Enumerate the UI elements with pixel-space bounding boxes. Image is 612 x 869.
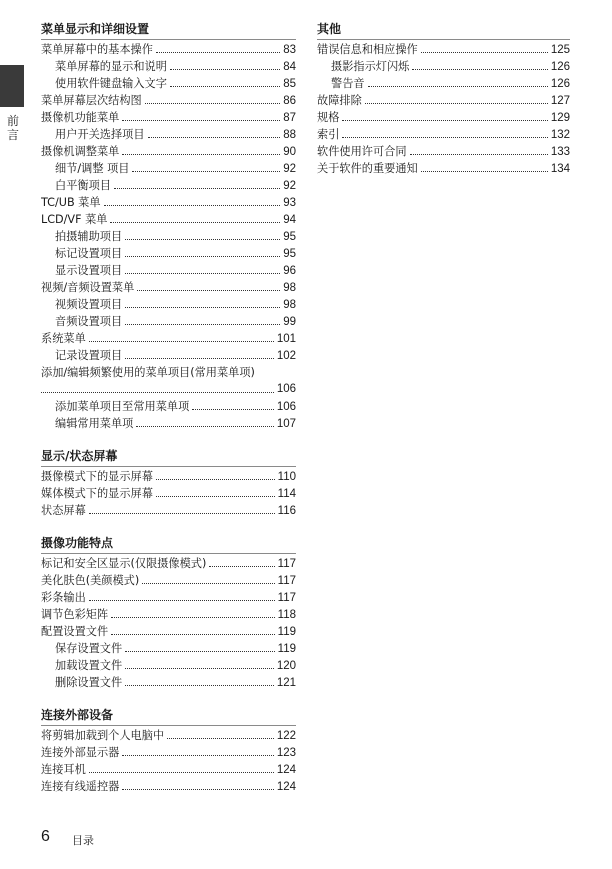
toc-entry[interactable] xyxy=(41,109,296,126)
toc-entry-page: 86 xyxy=(283,95,296,107)
dot-leader xyxy=(412,69,547,70)
toc-entry-page: 93 xyxy=(283,197,296,209)
section-title: 显示/状态屏幕 xyxy=(41,446,296,467)
dot-leader xyxy=(125,668,274,669)
toc-entry-page: 110 xyxy=(277,471,296,483)
dot-leader xyxy=(421,52,548,53)
toc-entry-page: 95 xyxy=(283,248,296,260)
toc-entry-page: 96 xyxy=(283,265,296,277)
dot-leader xyxy=(410,154,548,155)
toc-entry-page: 101 xyxy=(276,333,296,345)
dot-leader xyxy=(342,120,547,121)
toc-entry-page: 102 xyxy=(276,350,296,362)
toc-entry[interactable] xyxy=(317,109,570,126)
toc-subentry[interactable] xyxy=(41,347,296,364)
toc-entry-label: 细节/调整 项目 xyxy=(55,162,130,175)
dot-leader xyxy=(111,617,275,618)
toc-entry-label: 使用软件键盘输入文字 xyxy=(55,77,167,90)
dot-leader xyxy=(192,409,274,410)
toc-entry-label: 菜单屏幕层次结构图 xyxy=(41,94,142,107)
toc-entry-page: 87 xyxy=(283,112,296,124)
dot-leader xyxy=(114,188,280,189)
toc-entry-page: 85 xyxy=(283,78,296,90)
toc-entry-label: 显示设置项目 xyxy=(55,264,123,277)
toc-entry-label: 状态屏幕 xyxy=(41,504,86,517)
toc-subentry[interactable] xyxy=(41,262,296,279)
dot-leader xyxy=(145,103,281,104)
toc-subentry[interactable] xyxy=(41,228,296,245)
toc-entry[interactable] xyxy=(41,143,296,160)
toc-entry-page: 129 xyxy=(550,112,570,124)
toc-entry-page: 124 xyxy=(276,764,296,776)
dot-leader xyxy=(125,256,280,257)
toc-entry-label: 添加菜单项目至常用菜单项 xyxy=(55,400,190,413)
toc-entry[interactable] xyxy=(41,727,296,744)
section-title: 其他 xyxy=(317,19,570,40)
toc-entry-label: 标记和安全区显示(仅限摄像模式) xyxy=(41,557,207,570)
dot-leader xyxy=(156,52,280,53)
toc-entry[interactable] xyxy=(41,761,296,778)
dot-leader xyxy=(104,205,281,206)
toc-entry[interactable] xyxy=(41,279,296,296)
toc-entry[interactable] xyxy=(41,744,296,761)
toc-entry-page: 125 xyxy=(550,44,570,56)
toc-entry-label: 删除设置文件 xyxy=(55,676,123,689)
toc-entry-page: 117 xyxy=(277,558,296,570)
toc-entry[interactable] xyxy=(41,211,296,228)
toc-subentry[interactable] xyxy=(41,58,296,75)
toc-entry[interactable] xyxy=(41,381,296,398)
dot-leader xyxy=(89,600,275,601)
toc-entry[interactable] xyxy=(41,572,296,589)
toc-entry-label: TC/UB 菜单 xyxy=(41,196,101,209)
toc-entry-label: 标记设置项目 xyxy=(55,247,123,260)
toc-entry-label: 连接耳机 xyxy=(41,763,86,776)
dot-leader xyxy=(125,324,280,325)
toc-entry-label: 错误信息和相应操作 xyxy=(317,43,418,56)
section-title: 摄像功能特点 xyxy=(41,533,296,554)
toc-subentry[interactable] xyxy=(41,296,296,313)
dot-leader xyxy=(110,222,280,223)
toc-entry-label: 连接外部显示器 xyxy=(41,746,120,759)
toc-entry-page: 117 xyxy=(277,592,296,604)
toc-entry-label: 记录设置项目 xyxy=(55,349,123,362)
toc-entry-page: 126 xyxy=(550,78,570,90)
toc-entry-page: 124 xyxy=(276,781,296,793)
toc-entry[interactable] xyxy=(41,41,296,58)
toc-entry-page: 121 xyxy=(276,677,296,689)
toc-entry-label: 系统菜单 xyxy=(41,332,86,345)
footer-label: 目录 xyxy=(72,834,94,847)
toc-entry-page: 107 xyxy=(276,418,296,430)
toc-entry-page: 98 xyxy=(283,299,296,311)
toc-subentry[interactable] xyxy=(317,75,570,92)
toc-entry[interactable] xyxy=(317,41,570,58)
toc-entry-label: 美化肤色(美颜模式) xyxy=(41,574,140,587)
dot-leader xyxy=(148,137,281,138)
toc-entry[interactable] xyxy=(317,160,570,177)
chapter-side-label: 前言 xyxy=(6,114,19,142)
toc-entry-label: 警告音 xyxy=(331,77,365,90)
dot-leader xyxy=(125,685,274,686)
toc-subentry[interactable] xyxy=(41,657,296,674)
toc-subentry[interactable] xyxy=(41,415,296,432)
toc-entry-page: 120 xyxy=(276,660,296,672)
toc-left-column xyxy=(41,19,296,795)
toc-subentry[interactable] xyxy=(41,640,296,657)
chapter-tab-marker xyxy=(0,65,24,107)
dot-leader xyxy=(142,583,274,584)
page-number: 6 xyxy=(41,828,50,845)
toc-entry-label: 菜单屏幕的显示和说明 xyxy=(55,60,167,73)
section-title: 菜单显示和详细设置 xyxy=(41,19,296,40)
dot-leader xyxy=(170,69,280,70)
dot-leader xyxy=(365,103,548,104)
toc-entry-label: 菜单屏幕中的基本操作 xyxy=(41,43,153,56)
toc-entry-page: 117 xyxy=(277,575,296,587)
toc-entry-label: 规格 xyxy=(317,111,340,124)
dot-leader xyxy=(137,290,280,291)
toc-entry[interactable] xyxy=(41,502,296,519)
toc-entry[interactable] xyxy=(317,143,570,160)
toc-entry-page: 92 xyxy=(283,163,296,175)
toc-entry[interactable] xyxy=(317,126,570,143)
toc-entry-label: 配置设置文件 xyxy=(41,625,109,638)
dot-leader xyxy=(421,171,548,172)
toc-entry-page: 106 xyxy=(276,401,296,413)
toc-entry-label: 编辑常用菜单项 xyxy=(55,417,134,430)
toc-entry[interactable] xyxy=(41,468,296,485)
dot-leader xyxy=(136,426,273,427)
toc-entry-label: LCD/VF 菜单 xyxy=(41,213,108,226)
toc-entry[interactable] xyxy=(41,623,296,640)
toc-subentry[interactable] xyxy=(41,126,296,143)
section-spacer xyxy=(41,519,296,533)
toc-subentry[interactable] xyxy=(41,398,296,415)
toc-entry-page: 119 xyxy=(277,626,296,638)
toc-entry[interactable] xyxy=(41,606,296,623)
toc-entry-page: 88 xyxy=(283,129,296,141)
dot-leader xyxy=(125,651,275,652)
toc-entry-label: 视频设置项目 xyxy=(55,298,123,311)
toc-entry-label: 音频设置项目 xyxy=(55,315,123,328)
toc-entry-label: 白平衡项目 xyxy=(55,179,111,192)
toc-entry-label: 媒体模式下的显示屏幕 xyxy=(41,487,153,500)
toc-entry-label: 加载设置文件 xyxy=(55,659,123,672)
toc-entry-page: 122 xyxy=(276,730,296,742)
toc-subentry[interactable] xyxy=(41,313,296,330)
dot-leader xyxy=(167,738,274,739)
dot-leader xyxy=(132,171,280,172)
toc-entry-label: 关于软件的重要通知 xyxy=(317,162,418,175)
toc-entry-page: 133 xyxy=(550,146,570,158)
toc-entry-label: 调节色彩矩阵 xyxy=(41,608,109,621)
toc-entry-label: 摄影指示灯闪烁 xyxy=(331,60,410,73)
toc-entry-page: 118 xyxy=(277,609,296,621)
toc-entry-label[interactable]: 添加/编辑频繁使用的菜单项目(常用菜单项) xyxy=(41,366,255,379)
toc-entry-label: 彩条输出 xyxy=(41,591,86,604)
toc-entry-page: 94 xyxy=(283,214,296,226)
toc-subentry[interactable] xyxy=(41,177,296,194)
toc-entry[interactable] xyxy=(317,92,570,109)
toc-entry-page: 99 xyxy=(283,316,296,328)
toc-subentry[interactable] xyxy=(317,58,570,75)
dot-leader xyxy=(156,479,275,480)
dot-leader xyxy=(111,634,275,635)
toc-right-column xyxy=(317,19,570,177)
dot-leader xyxy=(170,86,280,87)
dot-leader xyxy=(122,154,280,155)
section-title: 连接外部设备 xyxy=(41,705,296,726)
dot-leader xyxy=(368,86,548,87)
toc-entry[interactable] xyxy=(41,589,296,606)
toc-entry-page: 106 xyxy=(276,383,296,395)
toc-entry-page: 114 xyxy=(277,488,296,500)
toc-entry-label: 将剪辑加载到个人电脑中 xyxy=(41,729,165,742)
toc-entry-page: 134 xyxy=(550,163,570,175)
toc-entry-label: 保存设置文件 xyxy=(55,642,123,655)
dot-leader xyxy=(156,496,275,497)
toc-entry-page: 83 xyxy=(283,44,296,56)
toc-subentry[interactable] xyxy=(41,160,296,177)
toc-entry-label: 摄像模式下的显示屏幕 xyxy=(41,470,153,483)
toc-entry-page: 84 xyxy=(283,61,296,73)
toc-entry-page: 116 xyxy=(277,505,296,517)
dot-leader xyxy=(342,137,547,138)
dot-leader xyxy=(122,120,280,121)
dot-leader xyxy=(125,273,280,274)
toc-entry[interactable] xyxy=(41,485,296,502)
toc-entry-label: 软件使用许可合同 xyxy=(317,145,407,158)
toc-entry[interactable] xyxy=(41,92,296,109)
toc-entry[interactable] xyxy=(41,778,296,795)
toc-entry-label: 故障排除 xyxy=(317,94,362,107)
dot-leader xyxy=(41,392,274,393)
dot-leader xyxy=(89,513,275,514)
toc-entry-page: 119 xyxy=(277,643,296,655)
dot-leader xyxy=(125,239,280,240)
toc-entry-label: 拍摄辅助项目 xyxy=(55,230,123,243)
section-spacer xyxy=(41,691,296,705)
toc-subentry[interactable] xyxy=(41,674,296,691)
toc-entry-page: 92 xyxy=(283,180,296,192)
toc-entry-label: 用户开关选择项目 xyxy=(55,128,145,141)
toc-subentry[interactable] xyxy=(41,245,296,262)
toc-entry-label: 视频/音频设置菜单 xyxy=(41,281,135,294)
dot-leader xyxy=(125,358,274,359)
toc-entry-label: 索引 xyxy=(317,128,340,141)
toc-entry-page: 132 xyxy=(550,129,570,141)
dot-leader xyxy=(125,307,280,308)
toc-entry-label: 摄像机调整菜单 xyxy=(41,145,120,158)
toc-entry[interactable] xyxy=(41,555,296,572)
dot-leader xyxy=(122,789,273,790)
toc-entry-label: 摄像机功能菜单 xyxy=(41,111,120,124)
toc-entry-page: 123 xyxy=(276,747,296,759)
toc-entry-label: 连接有线遥控器 xyxy=(41,780,120,793)
toc-entry[interactable] xyxy=(41,194,296,211)
section-spacer xyxy=(41,432,296,446)
toc-entry-page: 95 xyxy=(283,231,296,243)
toc-entry-page: 90 xyxy=(283,146,296,158)
toc-entry-page: 127 xyxy=(550,95,570,107)
dot-leader xyxy=(209,566,274,567)
dot-leader xyxy=(89,341,274,342)
toc-subentry[interactable] xyxy=(41,75,296,92)
dot-leader xyxy=(122,755,273,756)
dot-leader xyxy=(89,772,274,773)
toc-entry[interactable] xyxy=(41,330,296,347)
toc-entry-page: 98 xyxy=(283,282,296,294)
toc-entry-page: 126 xyxy=(550,61,570,73)
